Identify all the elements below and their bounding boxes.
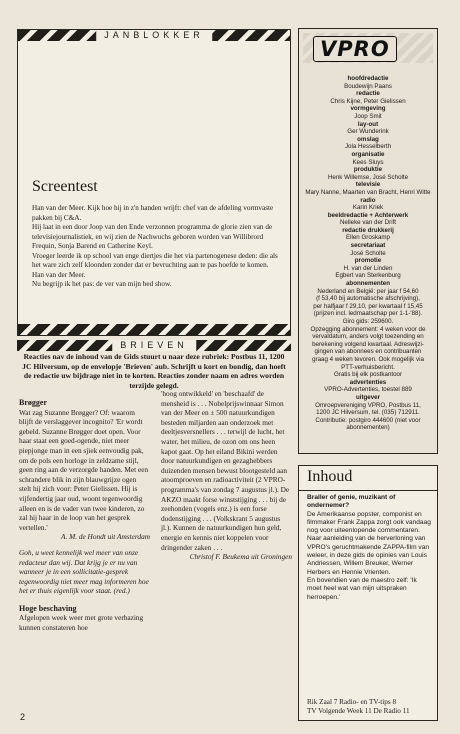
colophon-name: Henk Willemse, José Scholte	[327, 173, 409, 181]
colophon-name: Jola Hesselberth	[344, 143, 392, 151]
letter-body: 'hoog ontwikkeld' en 'beschaafd' de mensheid is . . . Nobelprijswinnaar Simon van der Meer en ± 500 natuurkundigen besteden miljarden aan onderzoek met deeltjesversnellers . . . terwijl de lucht, het water, het milieu, de ozon om ons heen kapot gaat. Op het eiland Bikini werden door natuurkundigen en gezaghebbers duizenden mensen bewust blootgesteld aan atoomproeven en radioactiviteit (2 VPRO-programma's van zondag 7 augustus jl.). De AKZO maakt forse winststijging . . . bij de zeehonden (vogels enz.) is een forse dodenstijging . . . (Volkskrant 5 augustus jl.). Kunnen de natuurkundigen hun geld, energie en kennis niet koppelen voor dringender zaken . . .	[161, 389, 290, 552]
paragraph: Han van der Meer. Kijk hoe hij in z'n handen wrijft: chef van de afdeling vormvaste pakken bij C&A.	[32, 204, 274, 222]
letters-right-column	[161, 389, 292, 562]
colophon-name: Nederland en België: per jaar f 54,60 (f 53,40 bij automatische afschrijving), per halfjaar f 29,10, per kwartaal f 15,45 (prijzen incl. ledmaatschap per 1-1-'88). Giro gids: 259600.	[313, 287, 423, 325]
contents-box	[298, 465, 438, 721]
colophon-role: beeldredactie + Achterwerk	[327, 211, 409, 219]
contents-footer	[307, 698, 433, 716]
colophon-name: Joop Smit	[354, 112, 382, 120]
vpro-logo	[303, 33, 433, 63]
colophon-name: H. van der Linden Egbert van Sterkenburg	[335, 264, 401, 280]
contents-lead: Braller of genie, muzikant of ondernemer?	[307, 494, 396, 510]
colophon-name: Opzegging abonnement: 4 weken voor de vervaldatum, anders volgt toezending en berekening volgend kwartaal. Adreswijzi- gingen van abonnees en contribuanten graag 4 weken tevoren. Ook mogelijk via PTT-verhuisbericht. Gratis bij elk postkantoor	[310, 325, 426, 379]
colophon-role: redactie drukkerij	[342, 226, 394, 234]
colophon-role: secretariaat	[350, 242, 386, 250]
colophon-name: Kees Sluys	[352, 158, 384, 166]
colophon-role: produktie	[353, 166, 383, 174]
colophon-role: vormgeving	[350, 105, 386, 113]
paragraph: Vroeger leerde ik op school van enge diertjes die het via partenogenese deden: die als het ware zich zelf kloonden zonder dat er bevruchting aan te pas hoefde te komen.	[32, 251, 278, 269]
letter-body: Afgelopen week weer met grote verbazing kunnen constateren hoe	[19, 613, 144, 633]
brieven-header: BRIEVEN	[112, 340, 196, 351]
divider	[299, 490, 437, 491]
contents-text	[307, 494, 433, 602]
janblokker-header: JANBLOKKER	[96, 30, 212, 41]
colophon-name: VPRO-Advertenties, toestel 889	[324, 386, 412, 394]
colophon-name: Mary Nanne, Maarten van Bracht, Henri Witte	[305, 188, 431, 196]
colophon-name: Boudewijn Paans	[344, 82, 392, 90]
colophon-name: Omroepvereniging VPRO, Postbus 11, 1200 JC Hilversum, tel. (035) 712911. Contributie: postgiro 444600 (niet voor abonnementen)	[315, 401, 421, 432]
colophon-name: Nelleke van der Drift	[339, 219, 397, 227]
colophon-role: redactie	[356, 90, 380, 98]
colophon-role: promotie	[354, 257, 382, 265]
colophon-role: televisie	[355, 181, 381, 189]
article-body	[32, 204, 286, 290]
letter-body: Wat zag Suzanne Brøgger? Of: waarom blijft de verslaggever incognito? 'Er wordt gebeld. Suzanne Brøgger doet open. Voor haar staat een goed-ogende, niet meer piepjonge man in een sjiek eenvoudig pak, om de pols een horloge in zeldzame stijl, geen ring aan de verzorgde handen. Met een schrandere blik in zijn blauwgrijze ogen stelt hij zich voor: Peter Gielissen. Hij is vijfendertig jaar oud, woont tegenwoordig alleen en is de vader van twee kinderen, zo zal hij haar in de loop van het gesprek vertellen.'	[19, 407, 149, 532]
paragraph: Nu begrijp ik het pas: de ver van mijn bed show.	[32, 280, 172, 288]
contents-footer-line: Rik Zaal 7 Radio- en TV-tips 8	[307, 698, 397, 706]
janblokker-bottom-bar	[18, 324, 290, 335]
letter-signature: Christof F. Beukema uit Groningen	[189, 552, 292, 562]
colophon-name: Ger Wunderink	[347, 128, 389, 136]
colophon-role: advertenties	[349, 378, 387, 386]
janblokker-header-bar	[18, 30, 290, 41]
colophon-role: radio	[360, 196, 376, 204]
paragraph: Han van der Meer.	[32, 270, 86, 279]
colophon-role: organisatie	[351, 150, 385, 158]
colophon-name: José Scholte	[350, 249, 386, 257]
colophon-role: omslag	[357, 135, 379, 143]
colophon-role: abonnementen	[345, 280, 390, 288]
paragraph: Hij laat in een door Joop van den Ende verzonnen programma de glorie zien van de televisiejournalistiek, en wij zien de Nachwuchs geboren worden van Willibrord Frequin, Sonja Barend en Catherine Keyl.	[32, 223, 273, 250]
contents-title: Inhoud	[307, 468, 353, 485]
letter-signature: A. M. de Hondt uit Amsterdam	[61, 532, 150, 542]
letter-heading: Hoge beschaving	[19, 603, 77, 613]
colophon-role: lay-out	[357, 120, 379, 128]
colophon-list	[301, 75, 435, 432]
brieven-intro: Reacties nav de inhoud van de Gids stuurt u naar deze rubriek: Postbus 11, 1200 JC Hilversum, op de envelopje 'Brieven' aub. Schrijft u kort en bondig, dan hoeft de redactie uw bijdrage niet in te korten. Reacties zonder naam en adres worden terzijde gelegd.	[22, 352, 286, 390]
colophon-name: Chris Kijne, Peter Gielissen	[330, 97, 406, 105]
brieven-header-bar	[17, 340, 291, 351]
colophon-name: Karin Kriek	[352, 204, 384, 212]
letters-left-column	[19, 398, 150, 633]
contents-paragraph: En bovendien van de maestro zelf: 'Ik moet heel wat van mijn uitspraken herroepen.'	[307, 576, 417, 601]
contents-paragraph: De Amerikaanse popster, componist en filmmaker Frank Zappa zorgt ook vandaag nog voor uiteenlopende commentaren.	[307, 510, 431, 535]
colophon-name: Ellen Groskamp	[345, 234, 391, 242]
janblokker-box	[17, 29, 291, 336]
vpro-logo-text: VPRO	[313, 36, 397, 62]
contents-paragraph: Naar aanleiding van de herverloning van VPRO's geruchtmakende ZAPPA-film van weleer, in deze gids de opinies van Louis Andriessen, Willem Breuker, Werner Herbers en Hennie Vrienten.	[307, 535, 430, 576]
colophon-role: hoofdredactie	[347, 75, 389, 82]
letter-heading: Brøgger	[19, 398, 47, 407]
editor-reply: Goh, u weet kennelijk wel meer van onze redacteur dan wij. Dat krijg je er nu van wanneer je in een sollicitatie-gesprek tegenwoordig niet meer mag informeren hoe het er thuis eigenlijk voor staat. (red.)	[19, 547, 149, 596]
contents-footer-line: TV Volgende Week 11 De Radio 11	[307, 707, 410, 715]
vpro-colophon	[298, 28, 438, 454]
article-title: Screentest	[32, 178, 98, 195]
colophon-role: uitgever	[355, 393, 381, 401]
page-number: 2	[20, 712, 26, 722]
